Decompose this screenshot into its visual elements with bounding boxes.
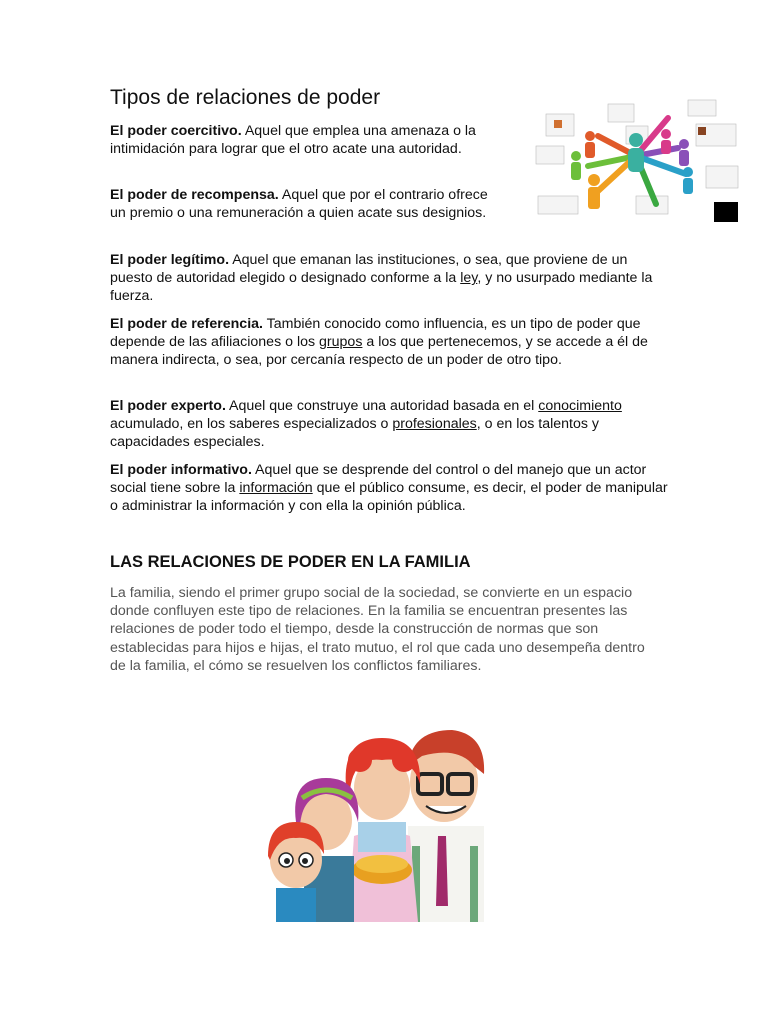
item-text: a los que pertenecemos, y se accede a él de manera indirecta, o sea, por cercanía respecto de un poder de otro tipo. [110,334,648,369]
family-illustration [262,726,486,922]
link-profesionales[interactable]: profesionales [392,416,477,433]
item-term: El poder legítimo. [110,252,230,268]
item-coercitivo [110,122,500,158]
page-title: Tipos de relaciones de poder [110,86,381,109]
link-informacion[interactable]: información [239,480,313,497]
father-figure [408,730,484,922]
item-recompensa [110,186,500,222]
item-text: Aquel que emanan las instituciones, o sea, que proviene de un puesto de autoridad elegido o designado conforme a la [110,252,628,287]
item-term: El poder de referencia. [110,316,263,332]
item-legitimo [110,251,670,306]
item-text: , y no usurpado mediante la fuerza. [110,270,653,305]
power-network-diagram [528,96,742,226]
item-text: Aquel que construye una autoridad basada en el [225,398,539,414]
item-text: Aquel que se desprende del control o del manejo que un actor social tiene sobre la [110,462,647,497]
item-referencia [110,315,670,370]
item-text: que el público consume, es decir, el poder de manipular o administrar la información y con ella la opinión pública. [110,480,668,515]
item-term: El poder experto. [110,398,226,414]
item-text: acumulado, en los saberes especializados o [110,416,393,433]
item-text: Aquel que por el contrario ofrece un premio o una remuneración a quien acate sus designios. [110,187,488,222]
item-text: Aquel que emplea una amenaza o la intimidación para lograr que el otro acate una autoridad. [110,123,476,158]
item-informativo [110,461,670,516]
boy-figure [268,822,324,922]
item-text: , o en los talentos y capacidades especiales. [110,416,599,451]
link-ley[interactable]: ley [460,270,478,287]
item-term: El poder informativo. [110,462,252,478]
item-term: El poder de recompensa. [110,187,279,203]
family-section-heading: LAS RELACIONES DE PODER EN LA FAMILIA [110,553,471,571]
item-term: El poder coercitivo. [110,123,242,139]
family-section-body: La familia, siendo el primer grupo social de la sociedad, se convierte en un espacio donde confluyen este tipo de relaciones. En la familia se encuentran presentes las relaciones de poder todo el tiempo, desde la construcción de normas que son establecidas para hijos e hijas, el trato mutuo, el rol que cada uno desempeña dentro de la familia, el cómo se resuelven los conflictos familiares. [110,585,645,674]
link-grupos[interactable]: grupos [319,334,363,351]
link-conocimiento[interactable]: conocimiento [538,398,622,414]
item-text: También conocido como influencia, es un tipo de poder que depende de las afiliaciones o los [110,316,641,351]
item-experto [110,397,670,452]
